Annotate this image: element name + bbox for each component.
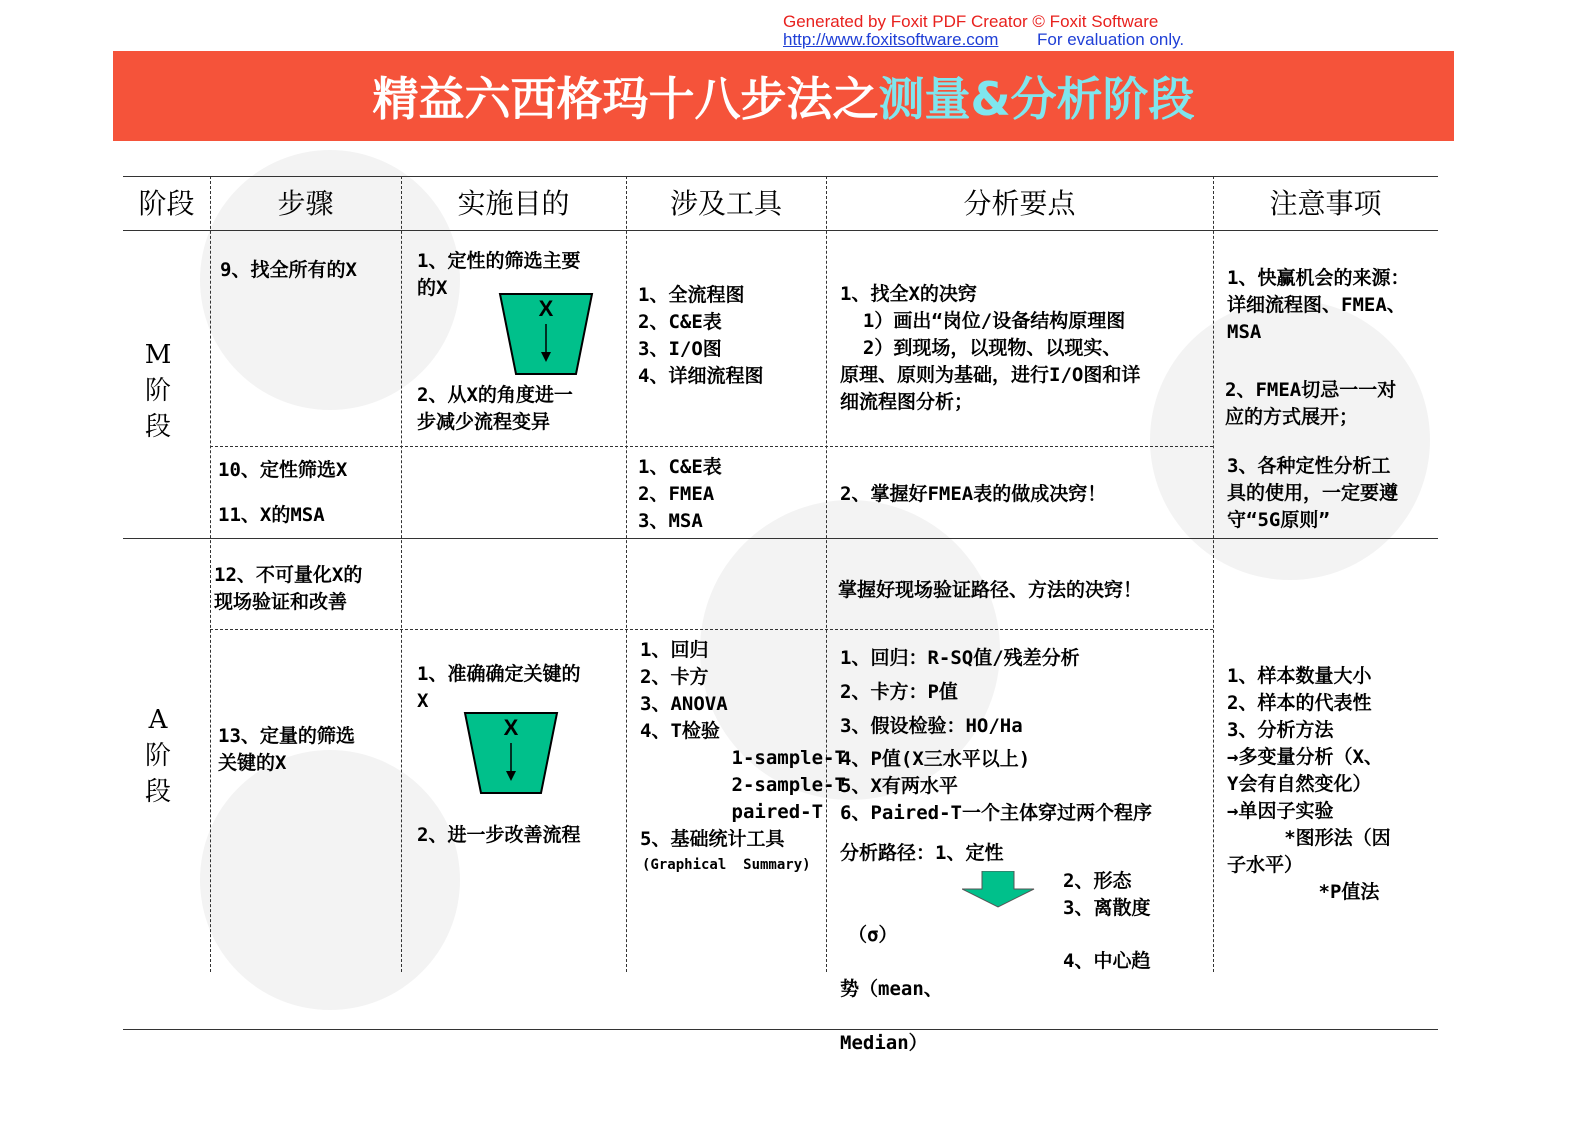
header-notes: 注意事项 xyxy=(1269,187,1382,220)
m-step-9: 9、找全所有的X xyxy=(220,259,357,281)
a-path-4c: Median） xyxy=(840,1032,928,1054)
arrow-down-icon xyxy=(962,871,1036,909)
a-path-4: 4、中心趋 xyxy=(1063,950,1151,972)
header-step: 步骤 xyxy=(277,187,334,220)
row-divider xyxy=(210,629,1213,630)
a-points-1-3: 1、回归：R-SQ值/残差分析 2、卡方：P值 3、假设检验：HO/Ha xyxy=(840,647,1080,737)
foxit-eval: For evaluation only. xyxy=(1037,30,1185,49)
header-tools: 涉及工具 xyxy=(669,187,782,220)
funnel-label: X xyxy=(538,296,554,321)
title-banner xyxy=(113,51,1454,141)
column-divider xyxy=(1213,176,1214,972)
table-top-rule xyxy=(123,176,1438,177)
a-purpose-1: 1、准确确定关键的 X xyxy=(417,663,581,712)
funnel-x-icon xyxy=(463,711,559,795)
column-divider xyxy=(210,176,211,972)
header-rule xyxy=(123,230,1438,231)
m-notes-2: 2、FMEA切忌一一对 应的方式展开； xyxy=(1225,379,1397,428)
m-purpose-1: 1、定性的筛选主要 的X xyxy=(417,250,581,299)
m-points-2: 2、掌握好FMEA表的做成决窍！ xyxy=(840,483,1107,505)
a-path-2-3: 2、形态 3、离散度 xyxy=(1063,870,1151,919)
m-tools-1: 1、全流程图 2、C&E表 3、I/O图 4、详细流程图 xyxy=(638,284,764,387)
a-step-13: 13、定量的筛选 关键的X xyxy=(218,725,355,774)
title-main: 精益六西格玛十八步法之 xyxy=(372,72,879,126)
a-purpose-2: 2、进一步改善流程 xyxy=(417,824,581,846)
m-purpose-2: 2、从X的角度进一 步减少流程变异 xyxy=(417,384,573,433)
m-tools-2: 1、C&E表 2、FMEA 3、MSA xyxy=(638,456,722,532)
a-step-12: 12、不可量化X的 现场验证和改善 xyxy=(214,564,363,613)
row-divider xyxy=(210,446,1213,447)
a-path-sigma: （σ） xyxy=(848,924,898,946)
a-points-1: 掌握好现场验证路径、方法的决窍！ xyxy=(838,579,1143,601)
m-step-11: 11、X的MSA xyxy=(218,504,325,526)
foxit-notice: Generated by Foxit PDF Creator © Foxit Software xyxy=(783,12,1159,31)
column-divider xyxy=(626,176,627,972)
a-tools-sub: (Graphical Summary) xyxy=(642,857,811,873)
m-step-10: 10、定性筛选X xyxy=(218,459,348,481)
a-path-4b: 势（mean、 xyxy=(840,978,943,1000)
funnel-label: X xyxy=(503,715,519,740)
table-bottom-rule xyxy=(123,1029,1438,1030)
header-points: 分析要点 xyxy=(963,187,1076,220)
a-points-4-6: 4、P值(X三水平以上) 5、X有两水平 6、Paired-T一个主体穿过两个程序 xyxy=(840,748,1152,824)
stage-divider xyxy=(123,538,1438,539)
header-stage: 阶段 xyxy=(138,187,195,220)
a-tools: 1、回归 2、卡方 3、ANOVA 4、T检验 1-sample-T 2-sample-T paired-T 5、基础统计工具 xyxy=(640,639,846,850)
m-notes-1: 1、快赢机会的来源： 详细流程图、FMEA、 MSA xyxy=(1227,267,1410,343)
header-purpose: 实施目的 xyxy=(457,187,570,220)
a-path-label: 分析路径：1、定性 xyxy=(840,842,1004,864)
a-notes: 1、样本数量大小 2、样本的代表性 3、分析方法 →多变量分析（X、 Y会有自然变化） →单因子实验 *图形法（因 子水平） *P值法 xyxy=(1227,665,1391,903)
watermark-swirl xyxy=(200,750,460,1010)
m-notes-3: 3、各种定性分析工 具的使用，一定要遵 守“5G原则” xyxy=(1227,455,1399,531)
title-highlight: 测量&分析阶段 xyxy=(878,72,1195,126)
stage-m: M 阶 段 xyxy=(144,340,172,442)
funnel-x-icon xyxy=(498,292,594,376)
foxit-url[interactable]: http://www.foxitsoftware.com xyxy=(783,30,999,49)
column-divider xyxy=(401,176,402,972)
stage-a: A 阶 段 xyxy=(144,705,171,807)
m-points-1: 1、找全X的决窍 1）画出“岗位/设备结构原理图 2）到现场，以现物、以现实、 原理、原则为基础，进行I/O图和详 细流程图分析； xyxy=(840,283,1141,413)
